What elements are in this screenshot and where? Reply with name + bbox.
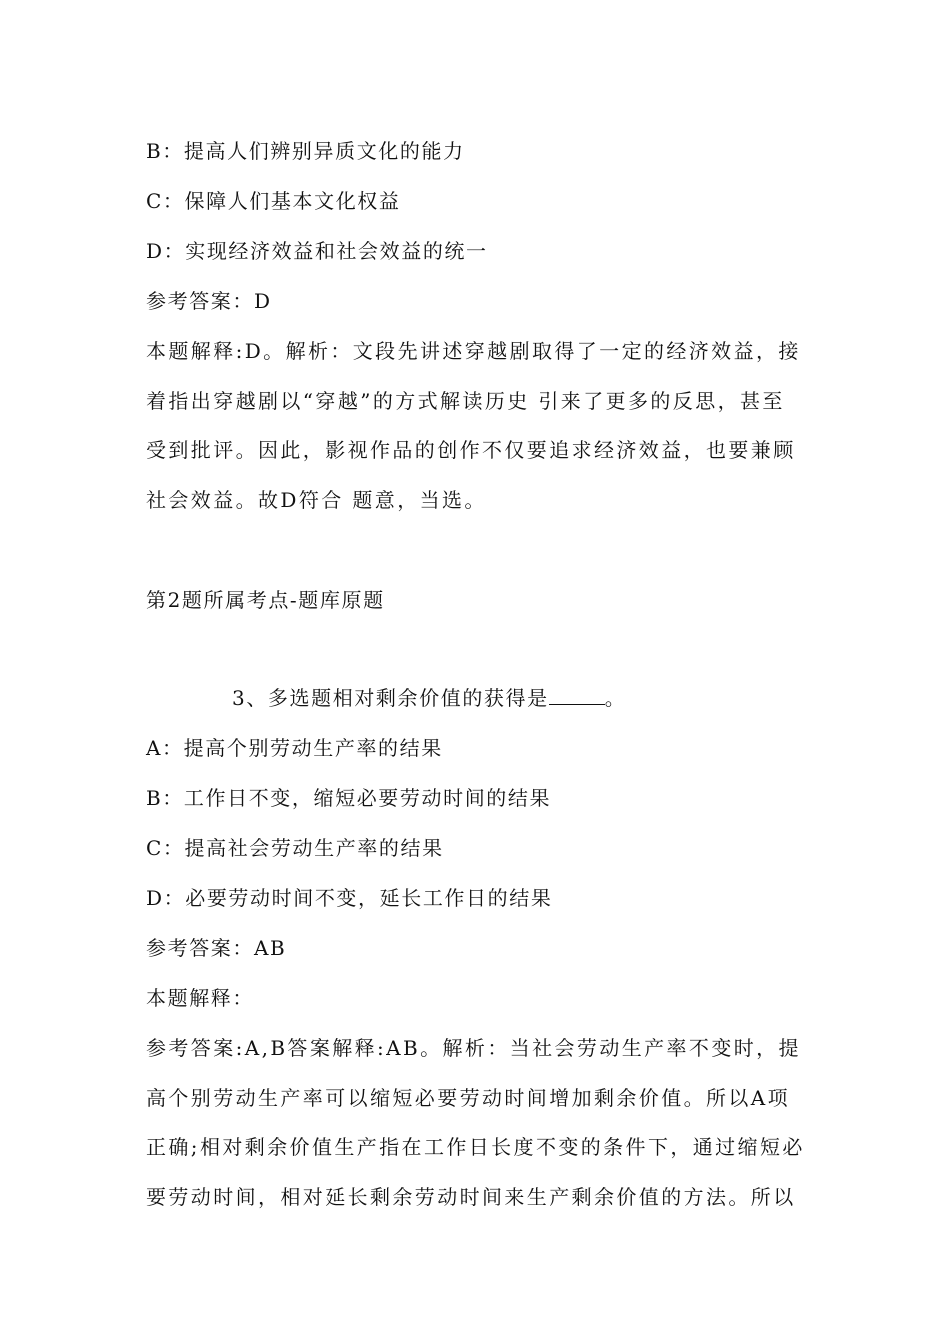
q3-question-end: 。 <box>604 686 627 710</box>
q2-option-b: B：提高人们辨别异质文化的能力 <box>146 139 465 163</box>
q3-question-text: 3、多选题相对剩余价值的获得是 <box>232 686 549 710</box>
q3-explanation-line: 高个别劳动生产率可以缩短必要劳动时间增加剩余价值。所以A项 <box>146 1086 791 1110</box>
q2-explanation-line: 社会效益。故D符合 题意，当选。 <box>146 488 487 512</box>
q3-option-d: D：必要劳动时间不变，延长工作日的结果 <box>146 886 553 910</box>
q3-explanation-line: 参考答案:A,B答案解释:AB。解析：当社会劳动生产率不变时，提 <box>146 1036 801 1060</box>
q3-explanation-line: 正确;相对剩余价值生产指在工作日长度不变的条件下，通过缩短必 <box>146 1135 805 1159</box>
q2-option-d: D：实现经济效益和社会效益的统一 <box>146 239 488 263</box>
q2-explanation-line: 受到批评。因此，影视作品的创作不仅要追求经济效益，也要兼顾 <box>146 438 796 462</box>
q2-explanation-line: 本题解释:D。解析：文段先讲述穿越剧取得了一定的经济效益，接 <box>146 339 801 363</box>
q2-topic: 第2题所属考点-题库原题 <box>146 588 385 612</box>
q3-answer: 参考答案：AB <box>146 936 287 960</box>
q3-option-b: B：工作日不变，缩短必要劳动时间的结果 <box>146 786 552 810</box>
answer-blank <box>549 686 605 705</box>
q3-question <box>232 684 626 712</box>
q3-option-a: A：提高个别劳动生产率的结果 <box>146 736 443 760</box>
q2-option-c: C：保障人们基本文化权益 <box>146 189 401 213</box>
q2-answer: 参考答案：D <box>146 289 272 313</box>
q3-explanation-line: 要劳动时间，相对延长剩余劳动时间来生产剩余价值的方法。所以 <box>146 1185 796 1209</box>
q3-option-c: C：提高社会劳动生产率的结果 <box>146 836 444 860</box>
q2-explanation-line: 着指出穿越剧以“穿越”的方式解读历史 引来了更多的反思，甚至 <box>146 389 785 413</box>
q3-explanation-label: 本题解释： <box>146 986 254 1010</box>
